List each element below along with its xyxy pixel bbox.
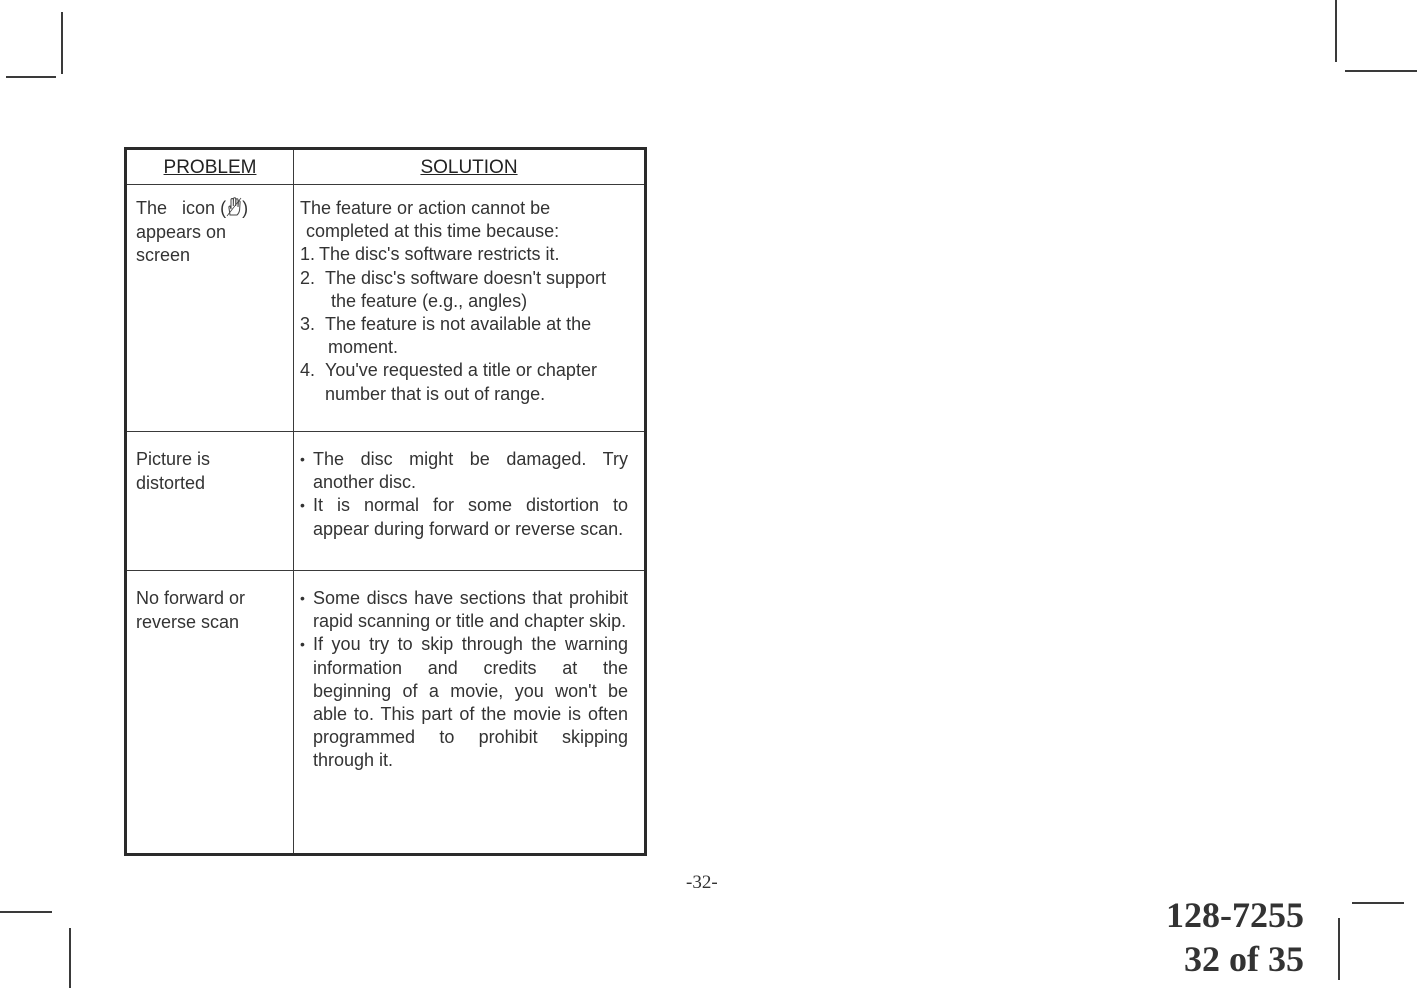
list-item: [300, 587, 628, 633]
crop-mark-top-right-vertical: [1335, 0, 1337, 62]
list-number: 3.: [300, 314, 316, 335]
crop-mark-top-left-horizontal: [6, 76, 56, 78]
list-item: [300, 243, 636, 266]
document-code: 128-7255: [1166, 895, 1304, 935]
list-text: You've requested a title or chapter: [325, 360, 597, 381]
problem-cell: [126, 571, 294, 855]
solution-text: completed at this time because:: [306, 221, 560, 242]
problem-column-header: PROBLEM: [126, 149, 294, 185]
troubleshooting-table: [124, 147, 647, 856]
problem-text: No forward or: [136, 588, 246, 608]
crop-mark-bottom-right-horizontal: [1352, 902, 1404, 904]
list-text: The disc's software doesn't support: [325, 267, 607, 288]
problem-cell: The icon ( ) appears on screen: [126, 185, 294, 432]
problem-text: distorted: [136, 472, 206, 493]
document-code-block: [1166, 893, 1304, 981]
solution-cell: [294, 432, 646, 571]
crop-mark-bottom-left-horizontal: [0, 911, 52, 913]
problem-text: reverse scan: [136, 611, 240, 632]
list-number: 2.: [300, 267, 316, 288]
list-text: It is normal for some distortion to appear during forward or reverse scan.: [313, 495, 628, 539]
bullet-icon: •: [300, 636, 305, 653]
problem-text: The: [136, 198, 168, 218]
solution-cell: [294, 571, 646, 855]
crop-mark-bottom-left-vertical: [69, 928, 71, 988]
solution-column-header: SOLUTION: [294, 149, 646, 185]
list-text: If you try to skip through the warning information and credits at the beginning of a movie, you won't be able to. This part of the movie is often programmed to prohibit skipping through it.: [313, 634, 628, 771]
problem-cell: [126, 432, 294, 571]
list-item: [300, 359, 636, 405]
crop-mark-top-right-horizontal: [1345, 70, 1417, 72]
list-text: Some discs have sections that prohibit rapid scanning or title and chapter skip.: [313, 588, 628, 632]
solution-cell: [294, 185, 646, 432]
solution-text: The feature or action cannot be: [300, 198, 551, 218]
list-text: The disc's software restricts it.: [319, 244, 560, 265]
table-row: [126, 571, 646, 855]
page-number: -32-: [686, 872, 718, 893]
list-item: [300, 633, 628, 772]
page-count: 32 of 35: [1184, 939, 1304, 979]
list-text: number that is out of range.: [325, 383, 546, 404]
list-item: [300, 267, 636, 313]
list-item-body: [325, 267, 606, 313]
list-text: The disc might be damaged. Try another disc.: [313, 449, 628, 493]
crop-mark-bottom-right-vertical: [1338, 918, 1340, 980]
problem-text: icon: [182, 198, 216, 218]
prohibited-hand-icon: [226, 197, 242, 217]
list-item: [300, 494, 628, 540]
problem-text: appears on: [136, 221, 227, 242]
list-number: 1.: [300, 244, 316, 265]
list-text: moment.: [328, 337, 399, 358]
list-item: [300, 448, 628, 494]
bullet-icon: •: [300, 497, 305, 514]
problem-text: screen: [136, 245, 191, 265]
list-item-body: [325, 313, 591, 359]
list-number: 4.: [300, 360, 316, 381]
table-row: [126, 185, 646, 432]
crop-mark-top-left-vertical: [61, 12, 63, 74]
list-text: the feature (e.g., angles): [331, 290, 528, 311]
bullet-icon: •: [300, 451, 305, 467]
table-row: [126, 432, 646, 571]
bullet-icon: •: [300, 590, 305, 606]
list-item: [300, 313, 636, 359]
list-text: The feature is not available at the: [325, 314, 592, 335]
list-item-body: [325, 359, 597, 405]
problem-text: Picture is: [136, 449, 211, 469]
